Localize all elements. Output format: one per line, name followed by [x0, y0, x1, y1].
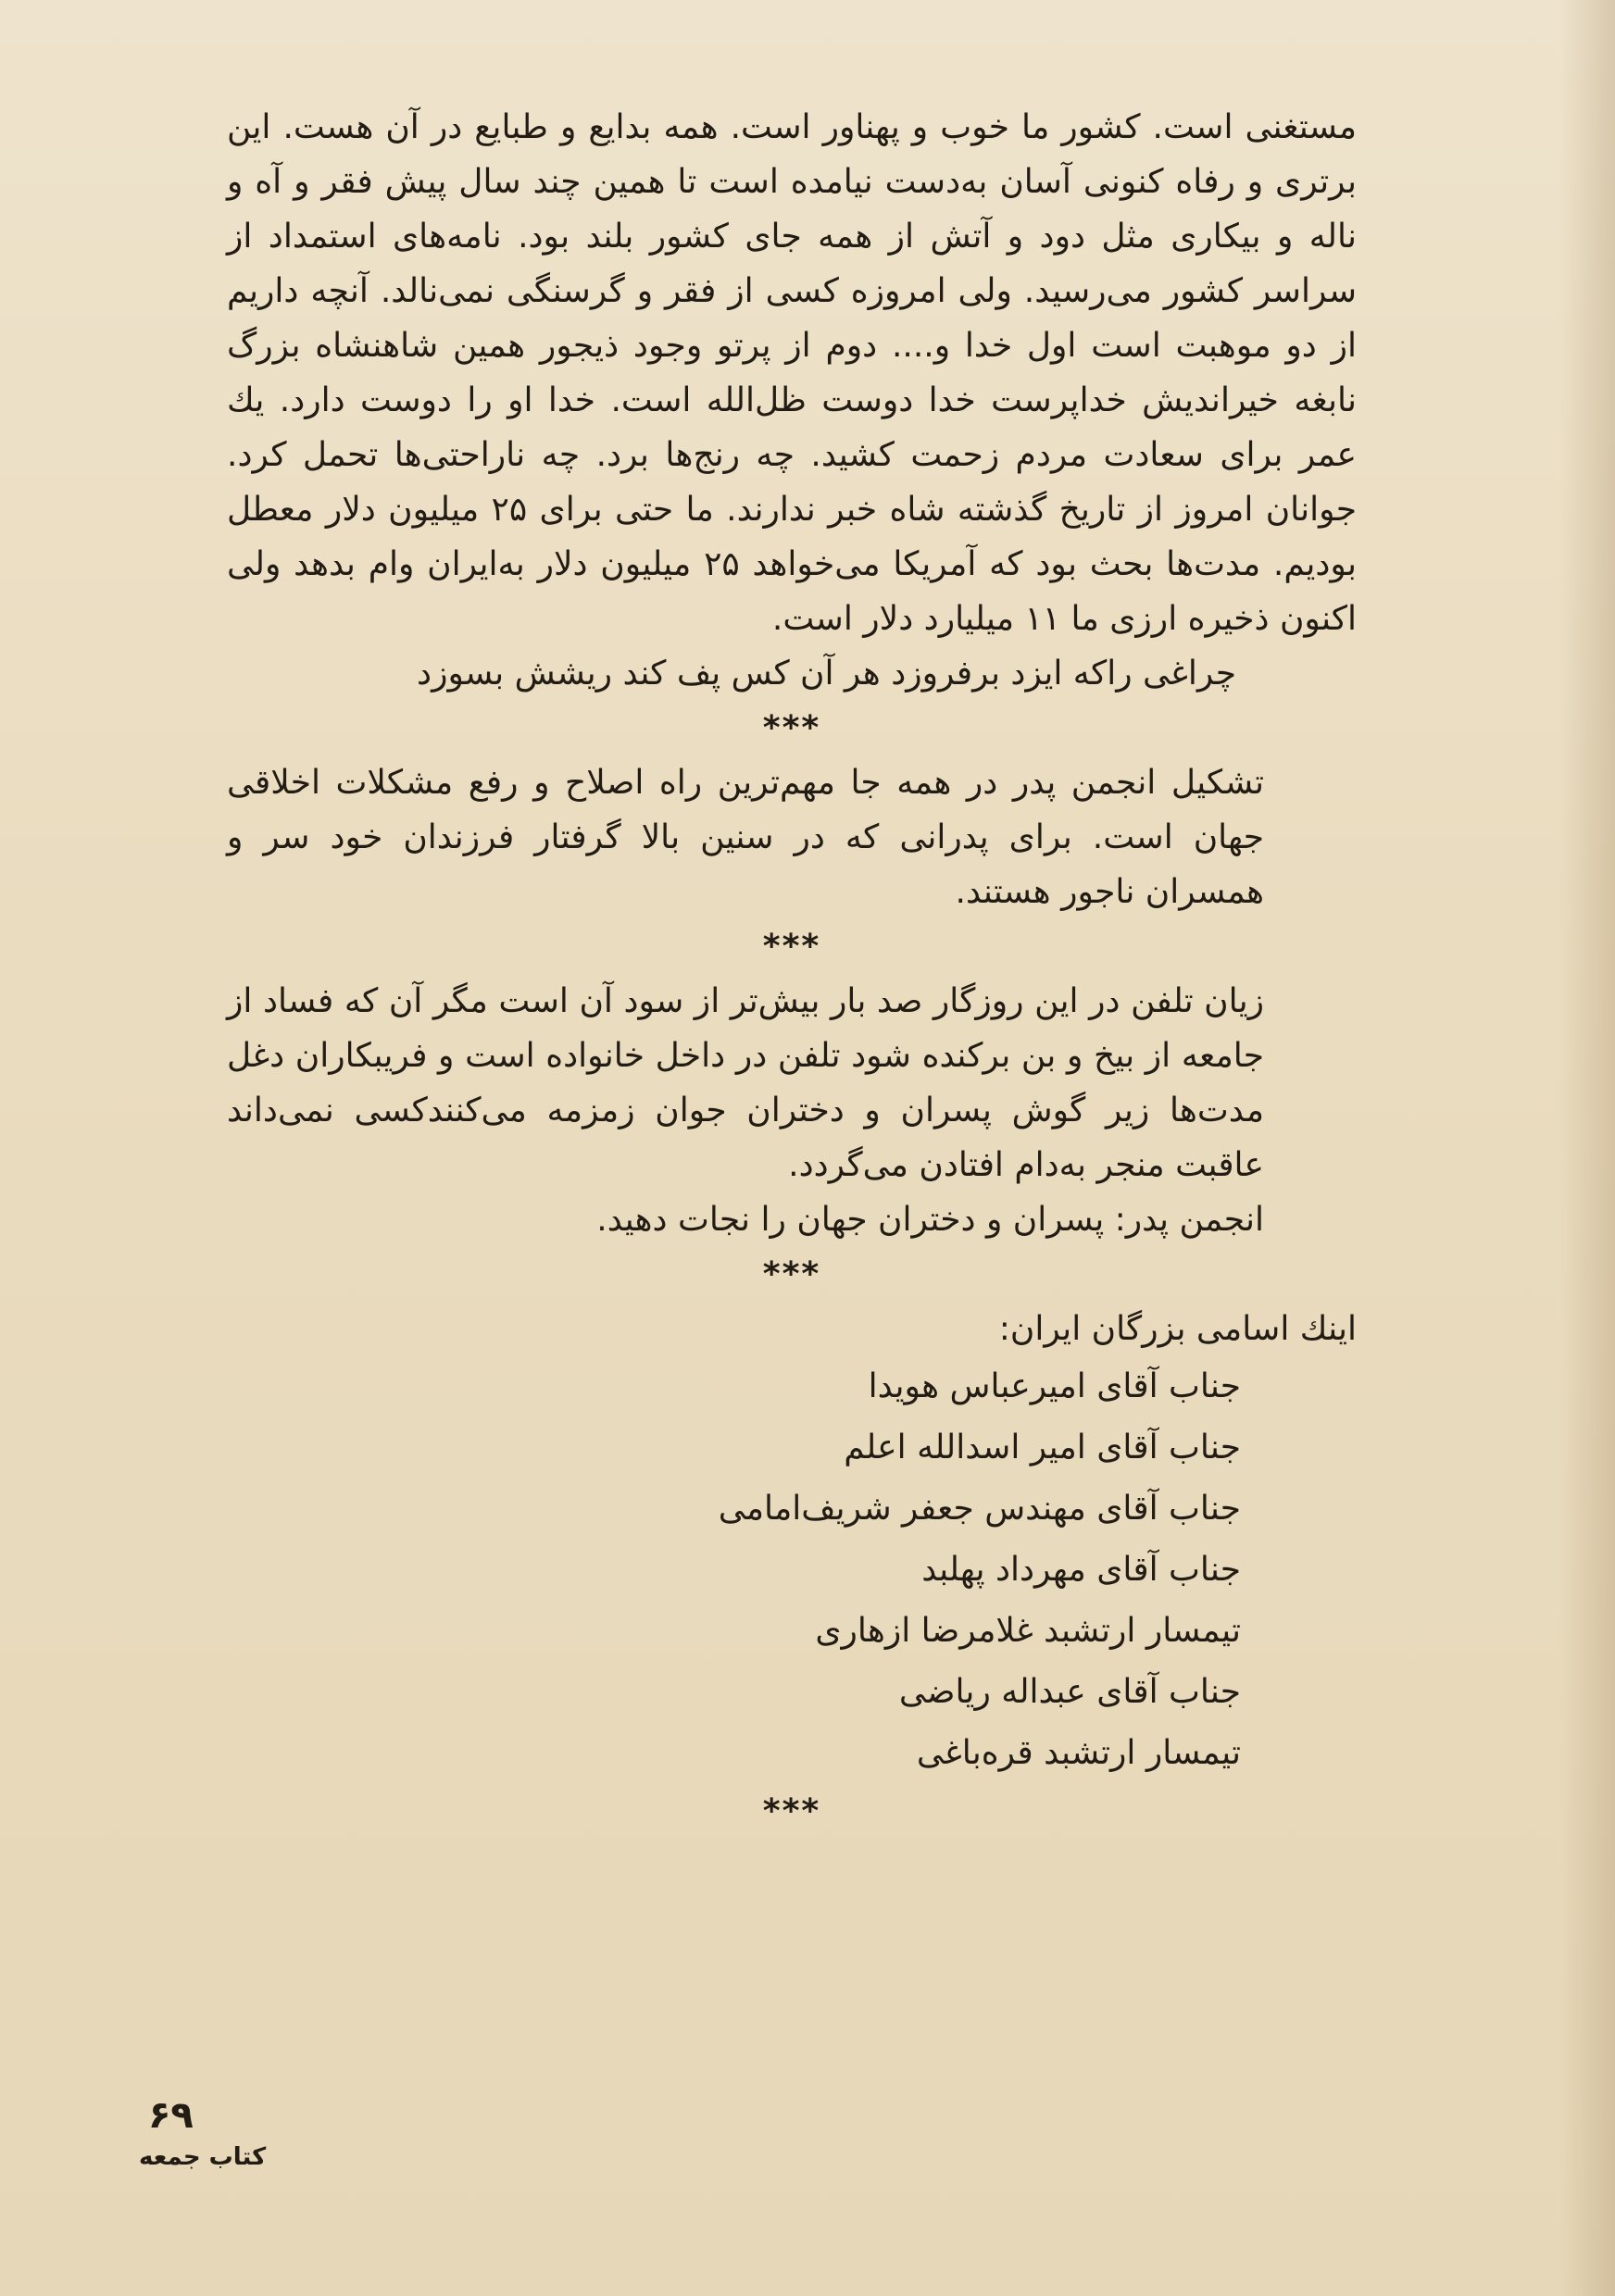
names-title: اینك اسامی بزرگان ایران:	[998, 1310, 1357, 1348]
list-item: جناب آقای امیرعباس هویدا	[868, 1367, 1241, 1405]
list-item: جناب آقای عبداله ریاضی	[898, 1673, 1241, 1711]
names-list	[227, 1356, 1357, 1784]
paragraph-1: مستغنی است. کشور ما خوب و پهناور است. همه بدایع و طبایع در آن هست. این برتری و رفاه کنونی آسان به‌دست نیامده است تا همین چند سال پیش فقر و آه و ناله و بیکاری مثل دود و آتش از همه جای کشور بلند بود. نامه‌های استمداد از سراسر کشور می‌رسید. ولی امروزه کسی از فقر و گرسنگی نمی‌نالد. آنچه داریم از دو موهبت است اول خدا و.... دوم از پرتو وجود ذیجور همین شاهنشاه بزرگ نابغه خیراندیش خداپرست خدا دوست ظل‌الله است. خدا او را دوست دارد. یك عمر برای سعادت مردم زحمت کشید. چه رنج‌ها برد. چه ناراحتی‌ها تحمل کرد. جوانان امروز از تاریخ گذشته شاه خبر ندارند. ما حتی برای ۲۵ میلیون دلار معطل بودیم. مدت‌ها بحث بود که آمریکا می‌خواهد ۲۵ میلیون دلار به‌ایران وام بدهد ولی اکنون ذخیره ارزی ما ۱۱ میلیارد دلار است.	[227, 108, 1358, 638]
verse-line: چراغی راکه ایزد برفروزد هر آن کس پف کند ریشش بسوزد	[417, 655, 1236, 693]
separator-4: ***	[762, 1792, 821, 1830]
paragraph-4: انجمن پدر: پسران و دختران جهان را نجات دهید.	[596, 1201, 1264, 1239]
separator-1: ***	[762, 709, 821, 747]
separator-3: ***	[762, 1255, 821, 1293]
list-item: جناب آقای مهرداد پهلبد	[921, 1551, 1241, 1589]
list-item: جناب آقای امیر اسدالله اعلم	[844, 1429, 1241, 1466]
paragraph-2: تشکیل انجمن پدر در همه جا مهم‌ترین راه اصلاح و رفع مشکلات اخلاقی جهان است. برای پدرانی که در سنین بالا گرفتار فرزندان خود سر و همسران ناجور هستند.	[227, 764, 1264, 911]
page-edge-shadow	[1559, 0, 1615, 2296]
list-item: تیمسار ارتشبد غلامرضا ازهاری	[815, 1612, 1241, 1650]
paragraph-3: زیان تلفن در این روزگار صد بار بیش‌تر از سود آن است مگر آن که فساد از جامعه از بیخ و بن برکنده شود تلفن در داخل خانواده است و فریبکاران دغل مدت‌ها زیر گوش پسران و دختران جوان زمزمه می‌کنندکسی نمی‌داند عاقبت منجر به‌دام افتادن می‌گردد.	[227, 982, 1264, 1184]
list-item: تیمسار ارتشبد قره‌باغی	[916, 1734, 1241, 1772]
separator-2: ***	[762, 928, 821, 966]
publication-name: کتاب جمعه	[139, 2143, 267, 2171]
article-body	[227, 100, 1357, 1839]
list-item: جناب آقای مهندس جعفر شریف‌امامی	[718, 1490, 1241, 1528]
page-number: ۶۹	[148, 2094, 194, 2137]
